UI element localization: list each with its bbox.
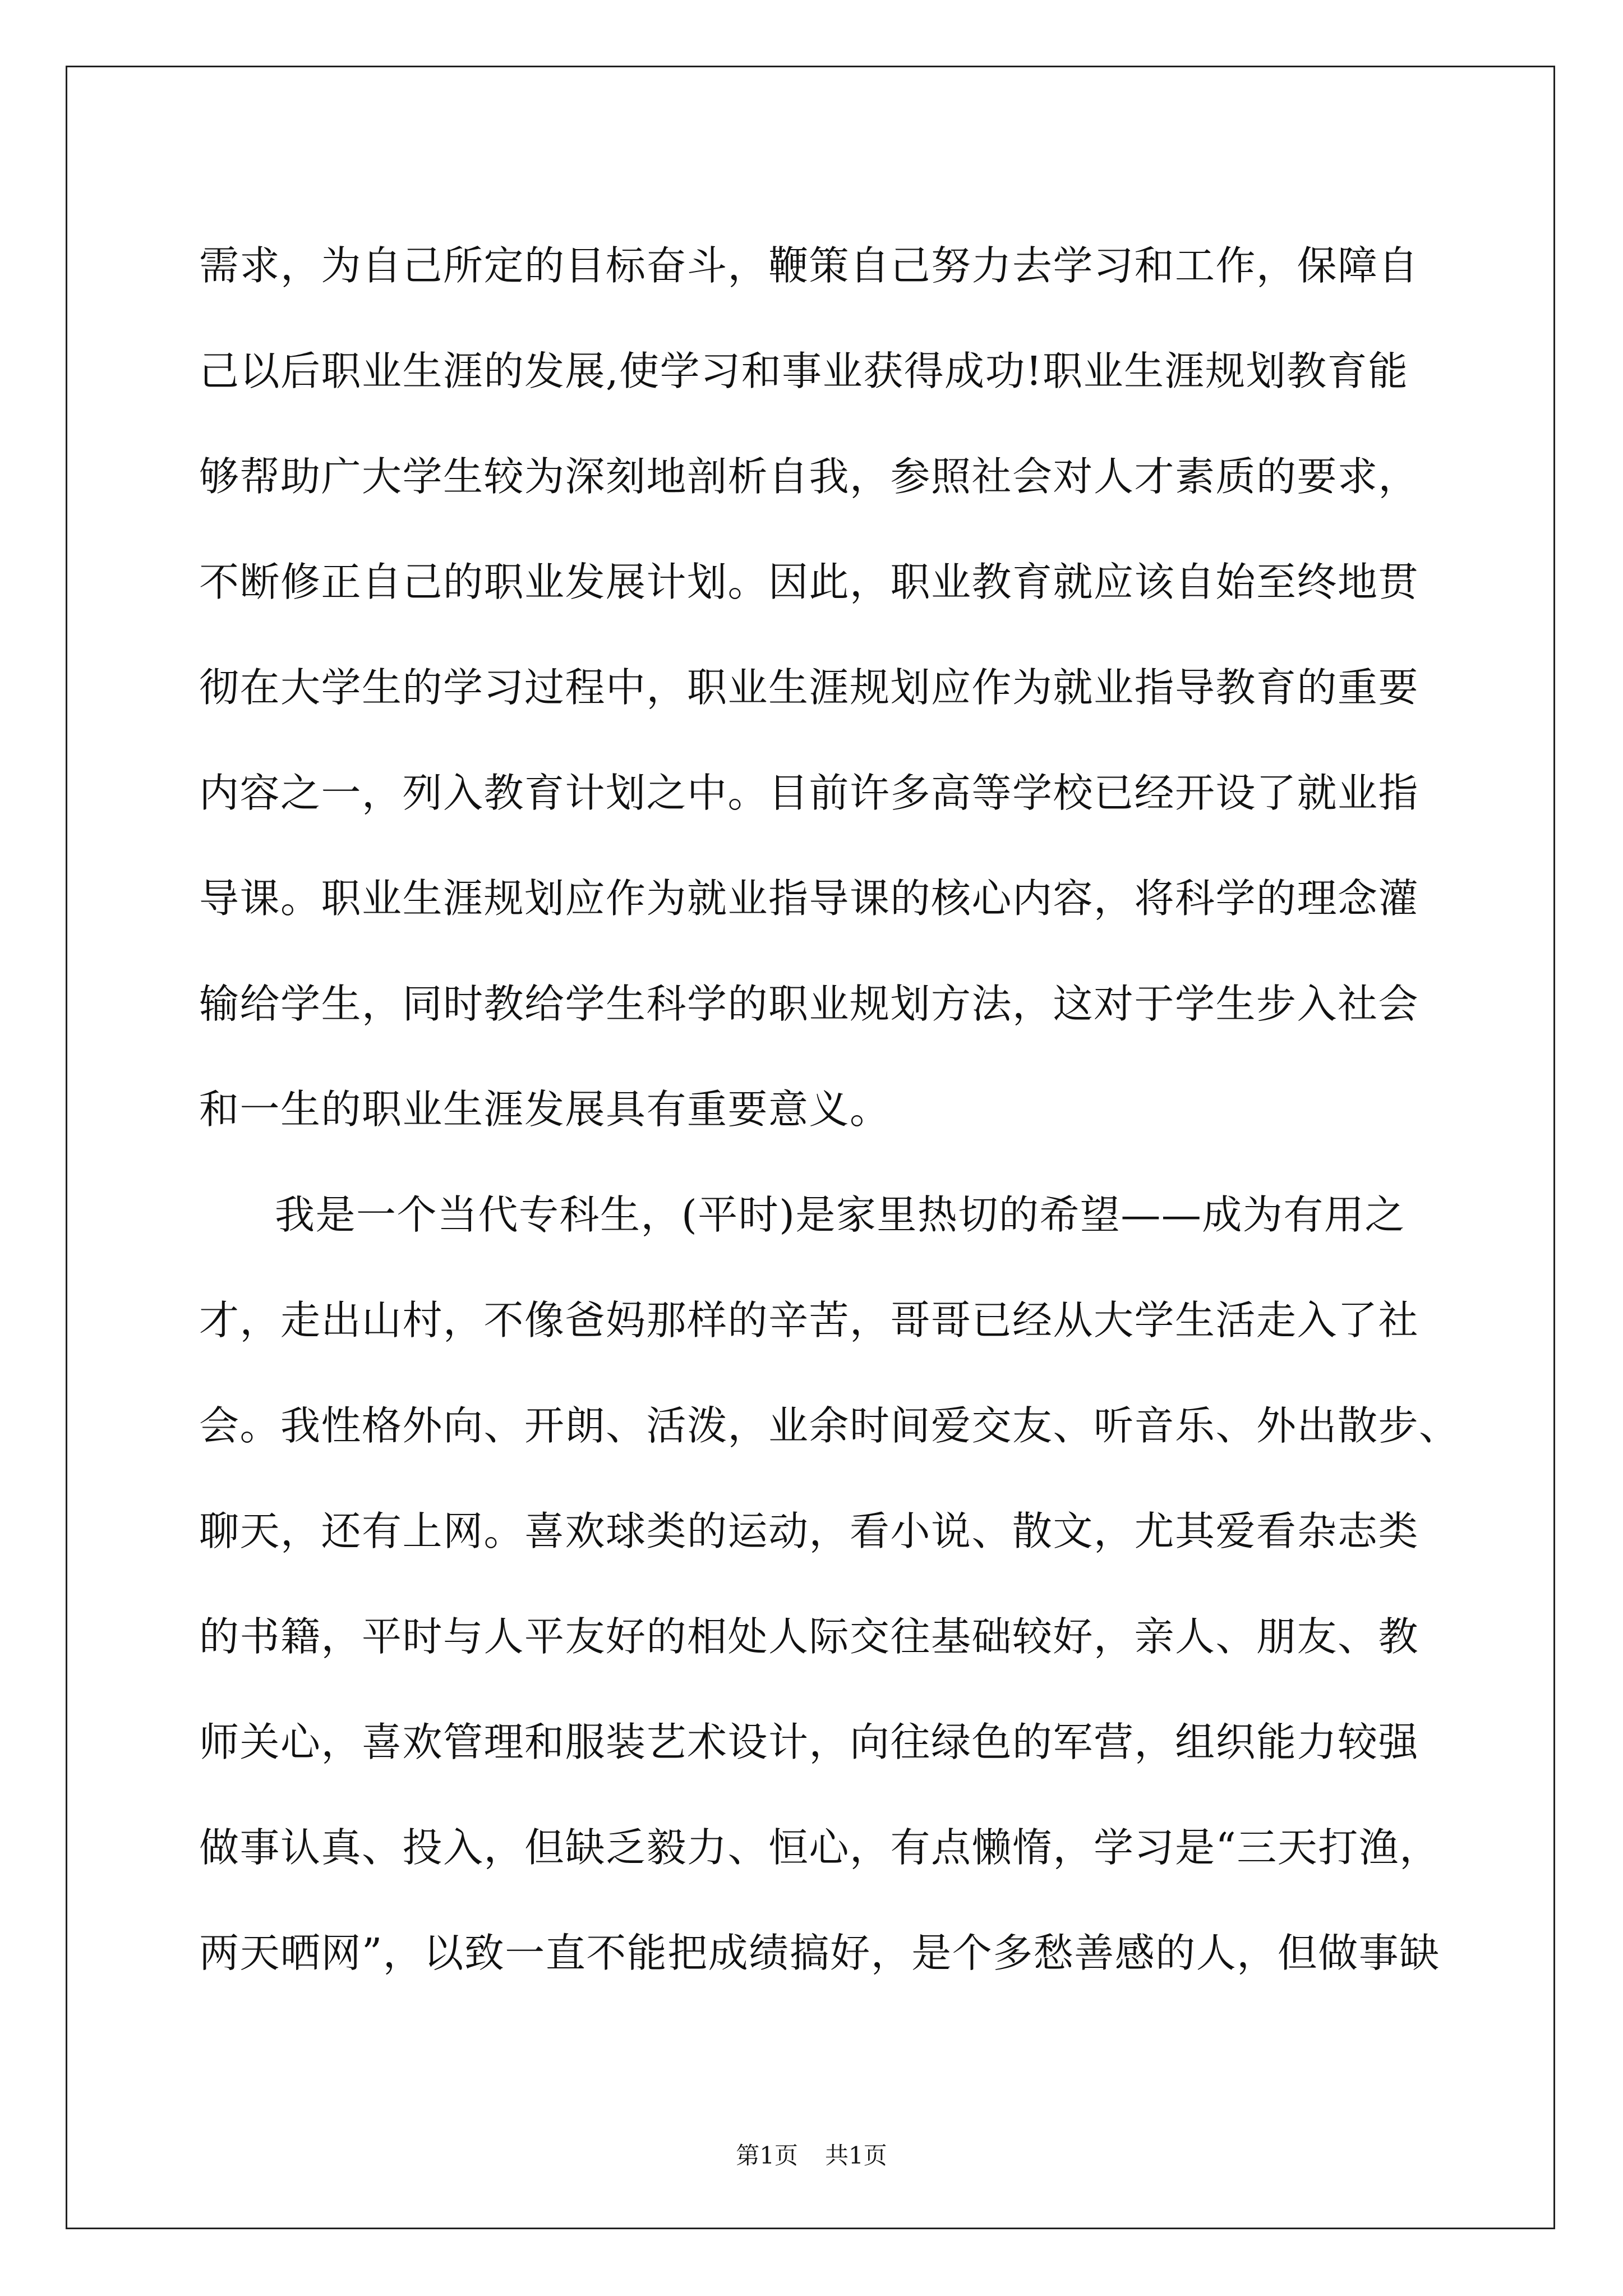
text-line: 会。我性格外向、开朗、活泼，业余时间爱交友、听音乐、外出散步、 bbox=[199, 1402, 1460, 1449]
text-line: 导课。职业生涯规划应作为就业指导课的核心内容，将科学的理念灌 bbox=[199, 875, 1419, 922]
text-line: 内容之一，列入教育计划之中。目前许多高等学校已经开设了就业指 bbox=[199, 770, 1419, 816]
text-line: 需求，为自己所定的目标奋斗，鞭策自己努力去学习和工作，保障自 bbox=[199, 242, 1419, 289]
text-line: 够帮助广大学生较为深刻地剖析自我，参照社会对人才素质的要求， bbox=[199, 453, 1419, 500]
text-line: 两天晒网”，以致一直不能把成绩搞好，是个多愁善感的人，但做事缺 bbox=[199, 1930, 1440, 1976]
text-line: 聊天，还有上网。喜欢球类的运动，看小说、散文，尤其爱看杂志类 bbox=[199, 1508, 1419, 1554]
text-line: 才，走出山村，不像爸妈那样的辛苦，哥哥已经从大学生活走入了社 bbox=[199, 1297, 1419, 1343]
page-total: 共1页 bbox=[825, 2142, 887, 2169]
text-line: 师关心，喜欢管理和服装艺术设计，向往绿色的军营，组织能力较强 bbox=[199, 1719, 1419, 1765]
text-line: 彻在大学生的学习过程中，职业生涯规划应作为就业指导教育的重要 bbox=[199, 664, 1419, 711]
text-line: 的书籍，平时与人平友好的相处人际交往基础较好，亲人、朋友、教 bbox=[199, 1613, 1419, 1660]
paragraph-first-line: 我是一个当代专科生，(平时)是家里热切的希望——成为有用之 bbox=[275, 1191, 1405, 1238]
text-line: 输给学生，同时教给学生科学的职业规划方法，这对于学生步入社会 bbox=[199, 981, 1419, 1027]
document-body bbox=[199, 213, 1460, 2006]
text-line: 做事认真、投入，但缺乏毅力、恒心，有点懒惰，学习是“三天打渔， bbox=[199, 1824, 1440, 1871]
text-line: 不断修正自己的职业发展计划。因此，职业教育就应该自始至终地贯 bbox=[199, 559, 1419, 605]
text-line: 和一生的职业生涯发展具有重要意义。 bbox=[199, 1086, 891, 1133]
text-line: 己以后职业生涯的发展,使学习和事业获得成功!职业生涯规划教育能 bbox=[199, 348, 1409, 394]
page-footer bbox=[0, 2142, 1623, 2170]
page-number: 第1页 bbox=[736, 2142, 798, 2169]
